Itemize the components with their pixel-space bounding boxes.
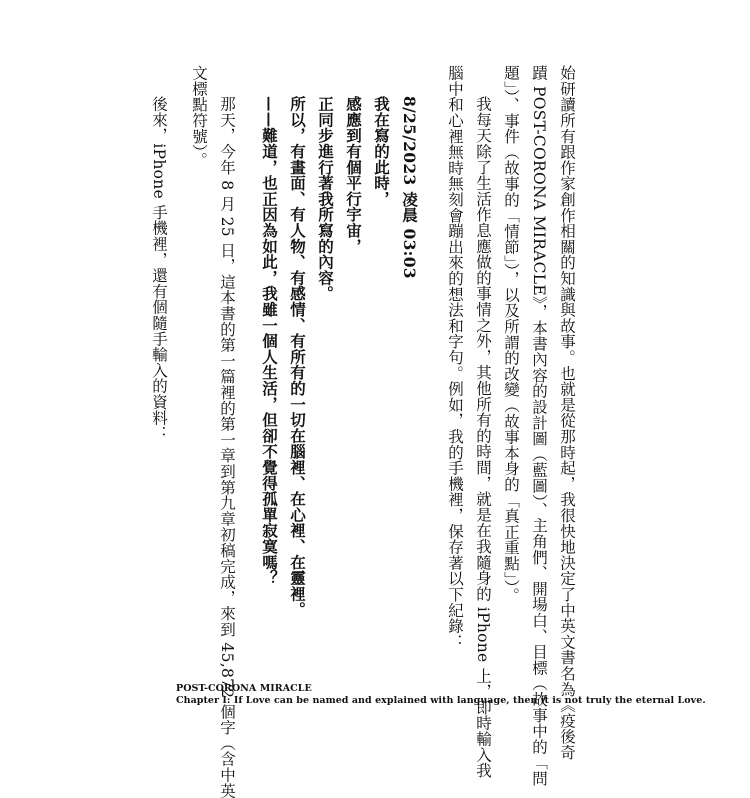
footer-chapter-line: Chapter I: If Love can be named and explained with language, then it is not truly the eternal Love. — [176, 695, 706, 706]
text-column-3: 題」）、事件（故事的「情節」），以及所謂的改變（故事本身的「真正重點」）。 — [502, 65, 520, 604]
text-column-7: 文標點符號）。 — [190, 65, 208, 168]
text-column-2: 蹟 POST-CORONA MIRACLE》，本書內容的設計圖（藍圖）、主角們、開場白、目標（故事中的「問 — [530, 65, 548, 787]
text-column-8: 後來，iPhone 手機裡，還有個隨手輸入的資料： — [150, 96, 168, 442]
footer-book-title: POST-CORONA MIRACLE — [176, 683, 312, 694]
diary-line-2: 感應到有個平行宇宙， — [344, 96, 363, 254]
text-column-1: 始研讀所有跟作家創作相關的知識與故事。也就是從那時起，我很快地決定了中英文書名為《疫後奇 — [558, 65, 576, 761]
running-footer — [176, 683, 706, 707]
diary-date-heading: 8/25/2023 凌晨 03:03 — [400, 96, 419, 279]
text-column-4: 我每天除了生活作息應做的事情之外，其他所有的時間，就是在我隨身的 iPhone 上，即時輸入我 — [474, 96, 492, 779]
diary-line-5: ——難道，也正因為如此，我雖一個人生活，但卻不覺得孤單寂寞嗎？ — [260, 96, 279, 586]
diary-line-3: 正同步進行著我所寫的內容。 — [316, 96, 335, 302]
text-column-5: 腦中和心裡無時無刻會蹦出來的想法和字句。例如，我的手機裡，保存著以下紀錄： — [446, 65, 464, 650]
diary-line-1: 我在寫的此時， — [372, 96, 391, 207]
text-column-6: 那天，今年 8 月 25 日，這本書的第一篇裡的第一章到第九章初稿完成，來到 45,872 個字（含中英 — [218, 96, 236, 798]
diary-line-4: 所以，有畫面、有人物、有感情、有所有的一切在腦裡、在心裡、在靈裡。 — [288, 96, 307, 618]
